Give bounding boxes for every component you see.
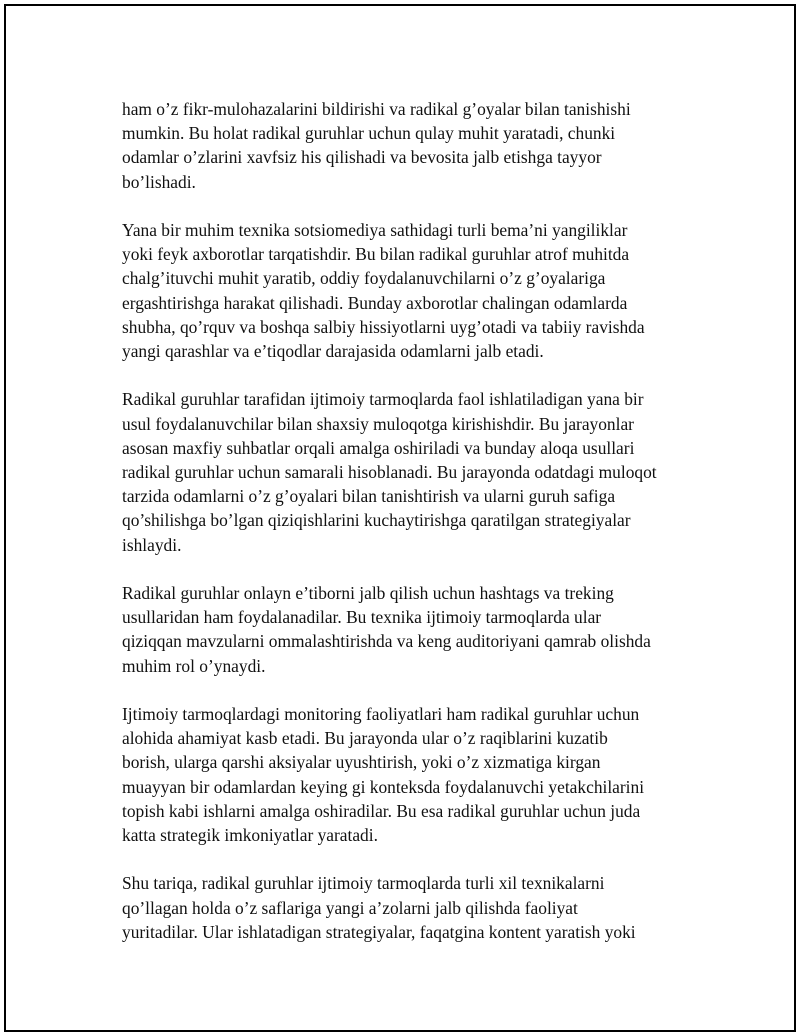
text-line: alohida ahamiyat kasb etadi. Bu jarayonda ular o’z raqiblarini kuzatib [122,728,608,749]
paragraph-3 [122,387,682,556]
text-line: yuritadilar. Ular ishlatadigan strategiyalar, faqatgina kontent yaratish yoki [122,921,636,942]
text-line: usullaridan ham foydalanadilar. Bu texnika ijtimoiy tarmoqlarda ular [122,607,602,628]
text-line: borish, ularga qarshi aksiyalar uyushtirish, yoki o’z xizmatiga kirgan [122,752,601,773]
text-line: chalg’ituvchi muhit yaratib, oddiy foydalanuvchilarni o’z g’oyalariga [122,268,606,289]
document-page [4,4,796,1032]
text-line: qiziqqan mavzularni ommalashtirishda va keng auditoriyani qamrab olishda [122,631,651,652]
paragraph-6 [122,871,682,944]
text-line: qo’llagan holda o’z saflariga yangi a’zolarni jalb qilishda faoliyat [122,897,578,918]
text-line: ham o’z fikr-mulohazalarini bildirishi va radikal g’oyalar bilan tanishishi [122,99,631,119]
text-line: muhim rol o’ynaydi. [122,655,266,676]
paragraph-4 [122,581,682,678]
text-line: katta strategik imkoniyatlar yaratadi. [122,825,378,846]
text-line: Radikal guruhlar tarafidan ijtimoiy tarmoqlarda faol ishlatiladigan yana bir [122,389,644,410]
text-line: Yana bir muhim texnika sotsiomediya sathidagi turli bema’ni yangiliklar [122,220,628,240]
text-line: usul foydalanuvchilar bilan shaxsiy muloqotga kirishishdir. Bu jarayonlar [122,413,634,434]
text-line: asosan maxfiy suhbatlar orqali amalga oshiriladi va bunday aloqa usullari [122,437,635,458]
text-line: yoki feyk axborotlar tarqatishdir. Bu bilan radikal guruhlar atrof muhitda [122,244,630,265]
text-line: mumkin. Bu holat radikal guruhlar uchun qulay muhit yaratadi, chunki [122,123,616,144]
text-line: topish kabi ishlarni amalga oshiradilar. Bu esa radikal guruhlar uchun juda [122,800,641,821]
text-line: yangi qarashlar va e’tiqodlar darajasida odamlarni jalb etadi. [122,341,544,362]
text-line: Radikal guruhlar onlayn e’tiborni jalb qilish uchun hashtags va treking [122,583,614,604]
text-line: bo’lishadi. [122,171,196,192]
text-line: Ijtimoiy tarmoqlardagi monitoring faoliyatlari ham radikal guruhlar uchun [122,704,640,725]
text-line: muayyan bir odamlardan keying gi konteksda foydalanuvchi yetakchilarini [122,776,645,797]
paragraph-5 [122,702,682,847]
text-line: Shu tariqa, radikal guruhlar ijtimoiy tarmoqlarda turli xil texnikalarni [122,873,605,894]
paragraph-1 [122,97,682,194]
text-line: ergashtirishga harakat qilishadi. Bunday axborotlar chalingan odamlarda [122,292,628,313]
text-line: shubha, qo’rquv va boshqa salbiy hissiyotlarni uyg’otadi va tabiiy ravishda [122,316,645,337]
text-line: ishlaydi. [122,534,182,555]
text-line: tarzida odamlarni o’z g’oyalari bilan tanishtirish va ularni guruh safiga [122,486,616,507]
document-body [122,97,682,968]
text-line: radikal guruhlar uchun samarali hisoblanadi. Bu jarayonda odatdagi muloqot [122,462,657,483]
text-line: odamlar o’zlarini xavfsiz his qilishadi va bevosita jalb etishga tayyor [122,147,602,168]
paragraph-2 [122,218,682,363]
text-line: qo’shilishga bo’lgan qiziqishlarini kuchaytirishga qaratilgan strategiyalar [122,510,631,531]
